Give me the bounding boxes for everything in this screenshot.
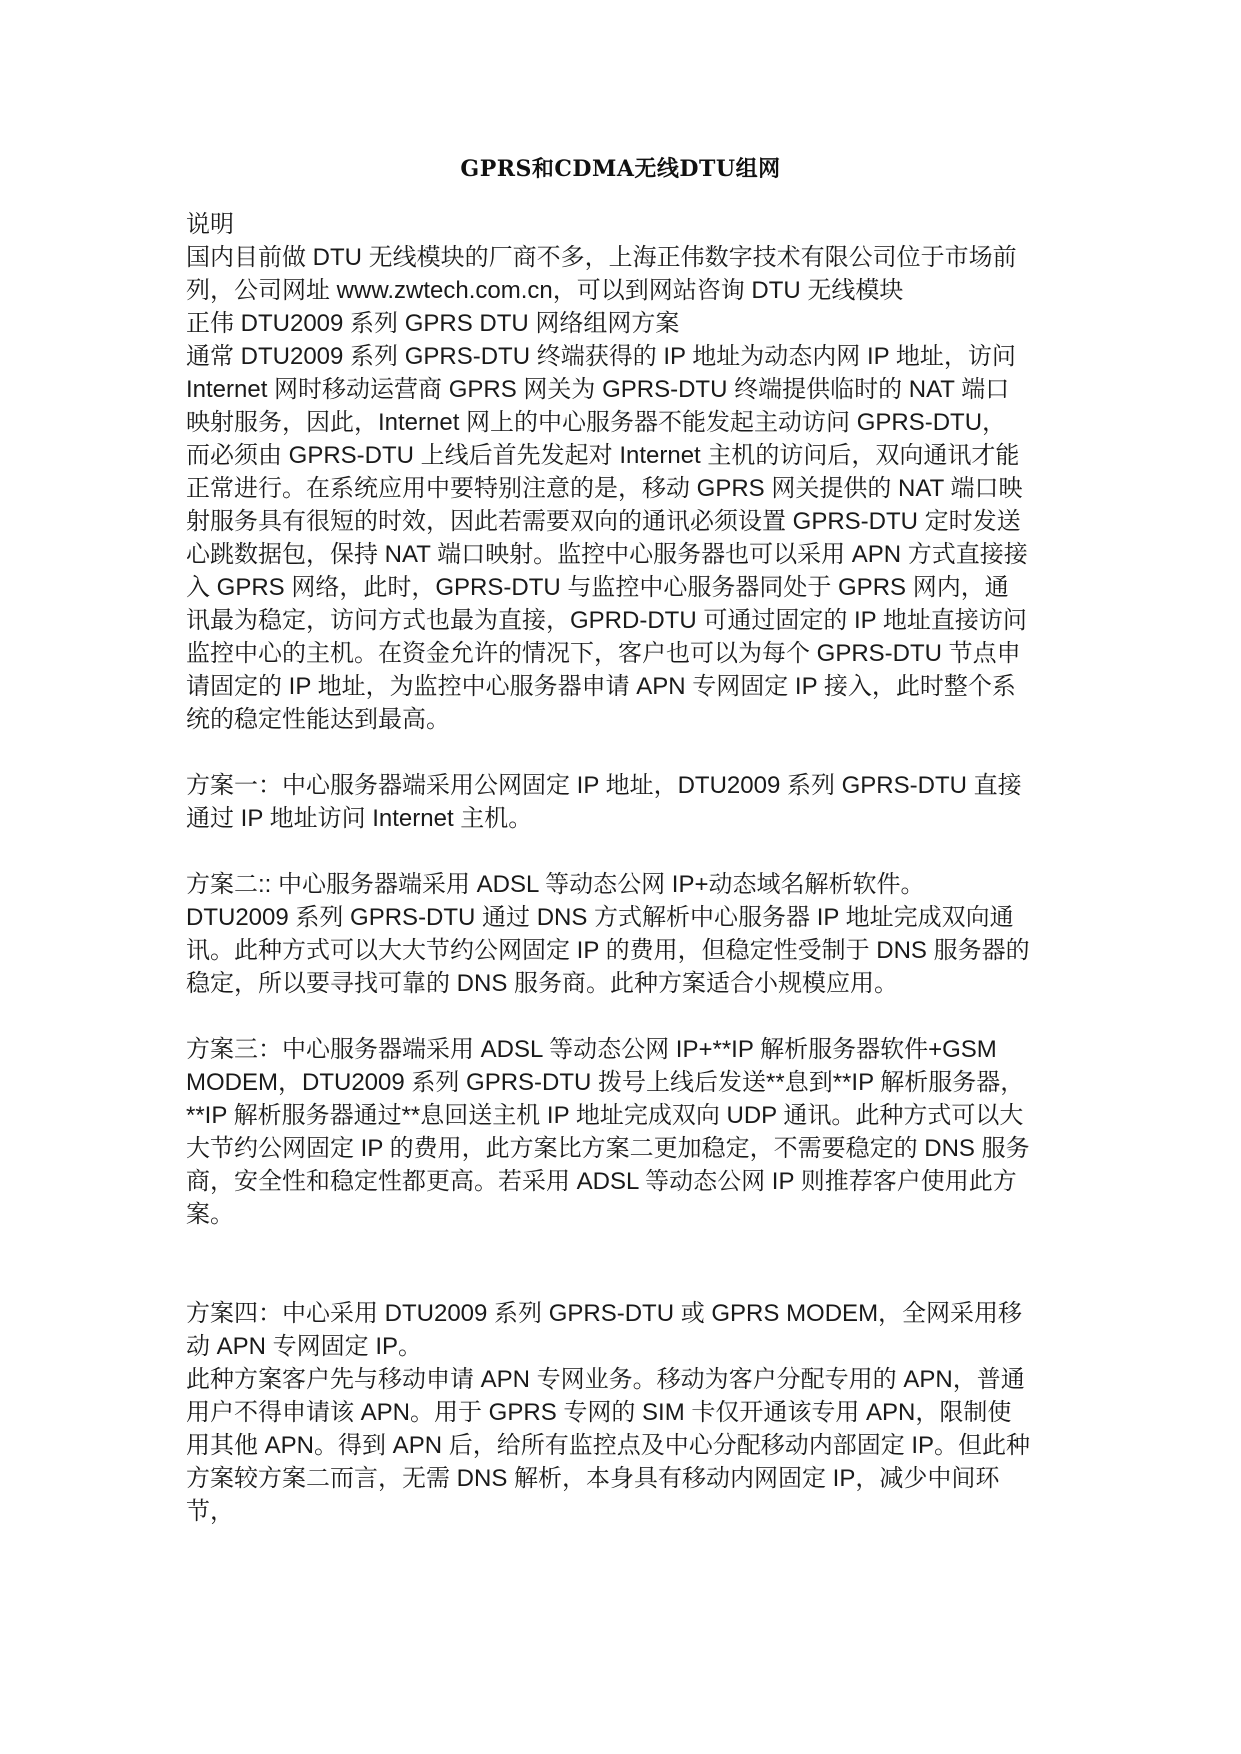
- text-line: 心跳数据包，保持 NAT 端口映射。监控中心服务器也可以采用 APN 方式直接接: [186, 541, 1028, 568]
- text-line: 方案较方案二而言，无需 DNS 解析，本身具有移动内网固定 IP，减少中间环节，: [186, 1465, 1000, 1525]
- text-line: 动 APN 专网固定 IP。: [186, 1333, 423, 1360]
- document-body: [186, 208, 1042, 1528]
- text-line: 而必须由 GPRS-DTU 上线后首先发起对 Internet 主机的访问后，双向通讯才能: [186, 442, 1020, 469]
- text-line: 列，公司网址 www.zwtech.com.cn，可以到网站咨询 DTU 无线模块: [186, 277, 904, 304]
- text-line: DTU2009 系列 GPRS-DTU 通过 DNS 方式解析中心服务器 IP 地址完成双向通: [186, 904, 1014, 931]
- text-line: 方案四：中心采用 DTU2009 系列 GPRS-DTU 或 GPRS MODEM，全网采用移: [186, 1300, 1023, 1327]
- text-line: 入 GPRS 网络，此时，GPRS-DTU 与监控中心服务器同处于 GPRS 网内，通: [186, 574, 1009, 601]
- text-line: 国内目前做 DTU 无线模块的厂商不多，上海正伟数字技术有限公司位于市场前: [186, 244, 1017, 271]
- blank-line: [186, 1231, 1042, 1264]
- text-line: MODEM，DTU2009 系列 GPRS-DTU 拨号上线后发送**息到**IP 解析服务器，: [186, 1069, 1025, 1096]
- text-line: 监控中心的主机。在资金允许的情况下，客户也可以为每个 GPRS-DTU 节点申: [186, 640, 1021, 667]
- blank-line: [186, 1264, 1042, 1297]
- text-line: 方案三：中心服务器端采用 ADSL 等动态公网 IP+**IP 解析服务器软件+GSM: [186, 1036, 997, 1063]
- text-line: 商，安全性和稳定性都更高。若采用 ADSL 等动态公网 IP 则推荐客户使用此方: [186, 1168, 1017, 1195]
- text-line: 请固定的 IP 地址，为监控中心服务器申请 APN 专网固定 IP 接入，此时整个系: [186, 673, 1016, 700]
- text-line: 讯。此种方式可以大大节约公网固定 IP 的费用，但稳定性受制于 DNS 服务器的: [186, 937, 1030, 964]
- text-line: 说明: [186, 211, 234, 238]
- text-line: 通常 DTU2009 系列 GPRS-DTU 终端获得的 IP 地址为动态内网 IP 地址，访问: [186, 343, 1016, 370]
- blank-line: [186, 1000, 1042, 1033]
- text-line: 射服务具有很短的时效，因此若需要双向的通讯必须设置 GPRS-DTU 定时发送: [186, 508, 1021, 535]
- text-line: 方案一：中心服务器端采用公网固定 IP 地址，DTU2009 系列 GPRS-DTU 直接: [186, 772, 1022, 799]
- text-line: 大节约公网固定 IP 的费用，此方案比方案二更加稳定，不需要稳定的 DNS 服务: [186, 1135, 1030, 1162]
- text-line: 用户不得申请该 APN。用于 GPRS 专网的 SIM 卡仅开通该专用 APN，限制使: [186, 1399, 1012, 1426]
- text-line: Internet 网时移动运营商 GPRS 网关为 GPRS-DTU 终端提供临时的 NAT 端口: [186, 376, 1010, 403]
- text-line: 此种方案客户先与移动申请 APN 专网业务。移动为客户分配专用的 APN，普通: [186, 1366, 1025, 1393]
- text-line: 统的稳定性能达到最高。: [186, 706, 450, 733]
- text-line: 映射服务，因此，Internet 网上的中心服务器不能发起主动访问 GPRS-DTU，: [186, 409, 1007, 436]
- blank-line: [186, 835, 1042, 868]
- text-line: 通过 IP 地址访问 Internet 主机。: [186, 805, 533, 832]
- text-line: 稳定，所以要寻找可靠的 DNS 服务商。此种方案适合小规模应用。: [186, 970, 899, 997]
- blank-line: [186, 736, 1042, 769]
- text-line: 正伟 DTU2009 系列 GPRS DTU 网络组网方案: [186, 310, 680, 337]
- text-line: 方案二:: 中心服务器端采用 ADSL 等动态公网 IP+动态域名解析软件。: [186, 871, 925, 898]
- text-line: **IP 解析服务器通过**息回送主机 IP 地址完成双向 UDP 通讯。此种方式可以大: [186, 1102, 1024, 1129]
- document-title: GPRS和CDMA无线DTU组网: [460, 156, 781, 182]
- text-line: 案。: [186, 1201, 234, 1228]
- text-line: 正常进行。在系统应用中要特别注意的是，移动 GPRS 网关提供的 NAT 端口映: [186, 475, 1023, 502]
- text-line: 用其他 APN。得到 APN 后，给所有监控点及中心分配移动内部固定 IP。但此种: [186, 1432, 1031, 1459]
- text-line: 讯最为稳定，访问方式也最为直接，GPRD-DTU 可通过固定的 IP 地址直接访问: [186, 607, 1027, 634]
